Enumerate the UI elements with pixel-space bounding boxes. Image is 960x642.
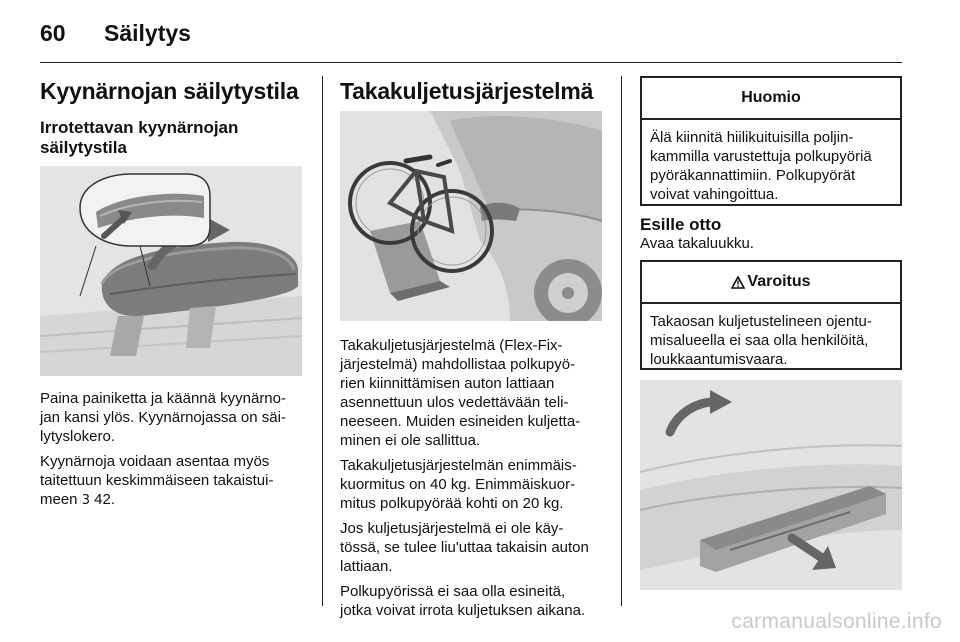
warning-header (642, 262, 900, 304)
section-title-rear-carrier: Takakuljetusjärjestelmä (340, 78, 594, 104)
column-divider-2 (621, 76, 622, 606)
armrest-instructions: Paina painiketta ja käännä kyynärno- jan kansi ylös. Kyynärnojassa on säi- lytyslokero. Kyynärnoja voidaan asentaa myös taitettuun keskimmäiseen takaistui- meen 3 42. (40, 390, 286, 508)
section-title-armrest-storage: Kyynärnojan säilytystila (40, 78, 299, 104)
rear-carrier-illustration (340, 111, 602, 321)
armrest-illustration (40, 166, 302, 376)
subsection-title-armrest: Irrotettavan kyynärnojan säilytystila (40, 118, 239, 157)
notice-box (640, 76, 902, 206)
notice-title: Huomio (642, 78, 900, 120)
warning-box (640, 260, 902, 370)
chapter-title: Säilytys (104, 20, 191, 46)
warning-title: Varoitus (747, 273, 811, 290)
deploy-instruction: Avaa takaluukku. (640, 235, 754, 252)
rear-carrier-description: Takakuljetusjärjestelmä (Flex-Fix- järjestelmä) mahdollistaa polkupyö- rien kiinnittämisen auton lattiaan asennettuun ulos vedettävään teli- neeseen. Muiden esineiden kuljetta- minen ei ole sallittua. Takakuljetusjärjestelmän enimmäis- kuormitus on 40 kg. Enimmäiskuor- mitus polkupyörää kohti on 20 kg. Jos kuljetusjärjestelmä ei ole käy- tössä, se tulee liu'uttaa takaisin auton lattiaan. Polkupyörissä ei saa olla esineitä, jotka voivat irrota kuljetuksen aikana. (340, 337, 589, 619)
carrier-deploy-illustration (640, 380, 902, 590)
section-title-deploy: Esille otto (640, 215, 722, 234)
notice-text: Älä kiinnitä hiilikuituisilla poljin- kammilla varustettuja polkupyöriä pyöräkannattimiin. Polkupyörät voivat vahingoittua. (650, 129, 872, 203)
header-divider (40, 62, 902, 63)
warning-text: Takaosan kuljetustelineen ojentu- misalueella ei saa olla henkilöitä, loukkaantumisvaara. (650, 313, 872, 368)
page-reference-link[interactable]: 42. (94, 491, 116, 508)
warning-sign-icon (731, 276, 745, 289)
page-number: 60 (40, 20, 66, 46)
page-reference-arrow: 3 (81, 493, 90, 508)
column-divider-1 (322, 76, 323, 606)
watermark: carmanualsonline.info (731, 610, 942, 633)
